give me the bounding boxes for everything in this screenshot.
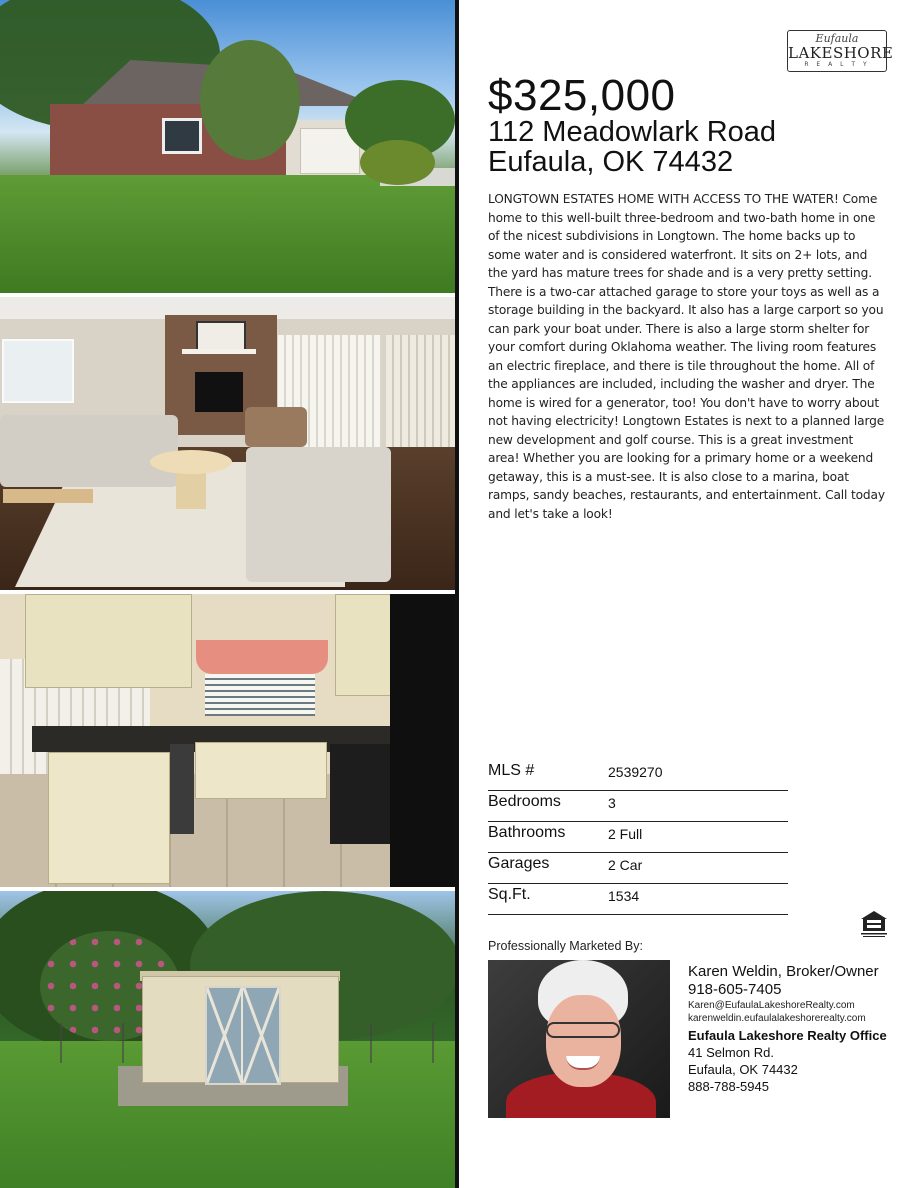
fact-label: Bedrooms <box>488 793 561 810</box>
equal-housing-opportunity-icon <box>859 909 889 939</box>
listing-description: LONGTOWN ESTATES HOME WITH ACCESS TO THE WATER! Come home to this well-built three-bedroom and two-bath home in one of the nicest subdivisions in Longtown. The home backs up to some water and is considered waterfront. It sits on 2+ lots, and the yard has mature trees for shade and is a very pretty setting. There is a two-car attached garage to store your toys as well as a storage building in the backyard. It also has a large carport so you can park your boat under. There is also a large storm shelter for your comfort during Oklahoma weather. The living room features an electric fireplace, and there is tile throughout the home. All of the appliances are included, including the washer and dryer. The home is wired for a generator, too! You don't have to worry about not having electricity! Longtown Estates is next to a planned large new development and golf course. This is a great investment area! Whether you are looking for a primary home or a weekend getaway, this is a must-see. It is also close to a marina, boat ramps, sandy beaches, restaurants, and entertainment. Call today and let's take a look! <box>488 192 885 521</box>
office-name: Eufaula Lakeshore Realty Office <box>688 1028 887 1043</box>
fact-label: Sq.Ft. <box>488 886 531 903</box>
fact-value: 1534 <box>608 888 640 904</box>
agent-name: Karen Weldin, Broker/Owner <box>688 963 879 980</box>
exterior-photo <box>0 0 455 293</box>
agent-email[interactable]: Karen@EufaulaLakeshoreRealty.com <box>688 1000 855 1011</box>
office-city: Eufaula, OK 74432 <box>688 1062 798 1077</box>
logo-script-text: Eufaula <box>815 32 859 45</box>
marketed-by-heading: Professionally Marketed By: <box>488 939 643 953</box>
fact-row-mls <box>488 760 788 791</box>
brokerage-logo <box>787 30 894 72</box>
fact-row-garages <box>488 853 788 884</box>
city-state-zip: Eufaula, OK 74432 <box>488 146 734 178</box>
office-street: 41 Selmon Rd. <box>688 1045 774 1060</box>
agent-contact-block <box>688 962 887 1095</box>
agent-phone[interactable]: 918-605-7405 <box>688 981 782 998</box>
agent-website[interactable]: karenweldin.eufaulalakeshorerealty.com <box>688 1013 866 1024</box>
fact-value: 2 Car <box>608 857 643 873</box>
backyard-shed-photo <box>0 891 455 1188</box>
agent-photo <box>488 960 670 1118</box>
fact-value: 2 Full <box>608 826 643 842</box>
photo-column <box>0 0 455 1188</box>
fact-row-bedrooms <box>488 791 788 822</box>
living-room-photo <box>0 297 455 590</box>
kitchen-photo <box>0 594 455 887</box>
fact-value: 2539270 <box>608 764 663 780</box>
fact-value: 3 <box>608 795 616 811</box>
logo-main-text: LAKESHORE <box>788 44 894 62</box>
logo-sub-text: R E A L T Y <box>804 61 870 68</box>
fact-row-sqft <box>488 884 788 915</box>
fact-label: Garages <box>488 855 550 872</box>
listing-price: $325,000 <box>488 71 676 120</box>
street-address: 112 Meadowlark Road <box>488 116 777 148</box>
column-divider <box>455 0 459 1188</box>
property-facts-table <box>488 760 788 915</box>
fact-row-bathrooms <box>488 822 788 853</box>
fact-label: Bathrooms <box>488 824 566 841</box>
office-phone[interactable]: 888-788-5945 <box>688 1079 769 1094</box>
fact-label: MLS # <box>488 762 535 779</box>
